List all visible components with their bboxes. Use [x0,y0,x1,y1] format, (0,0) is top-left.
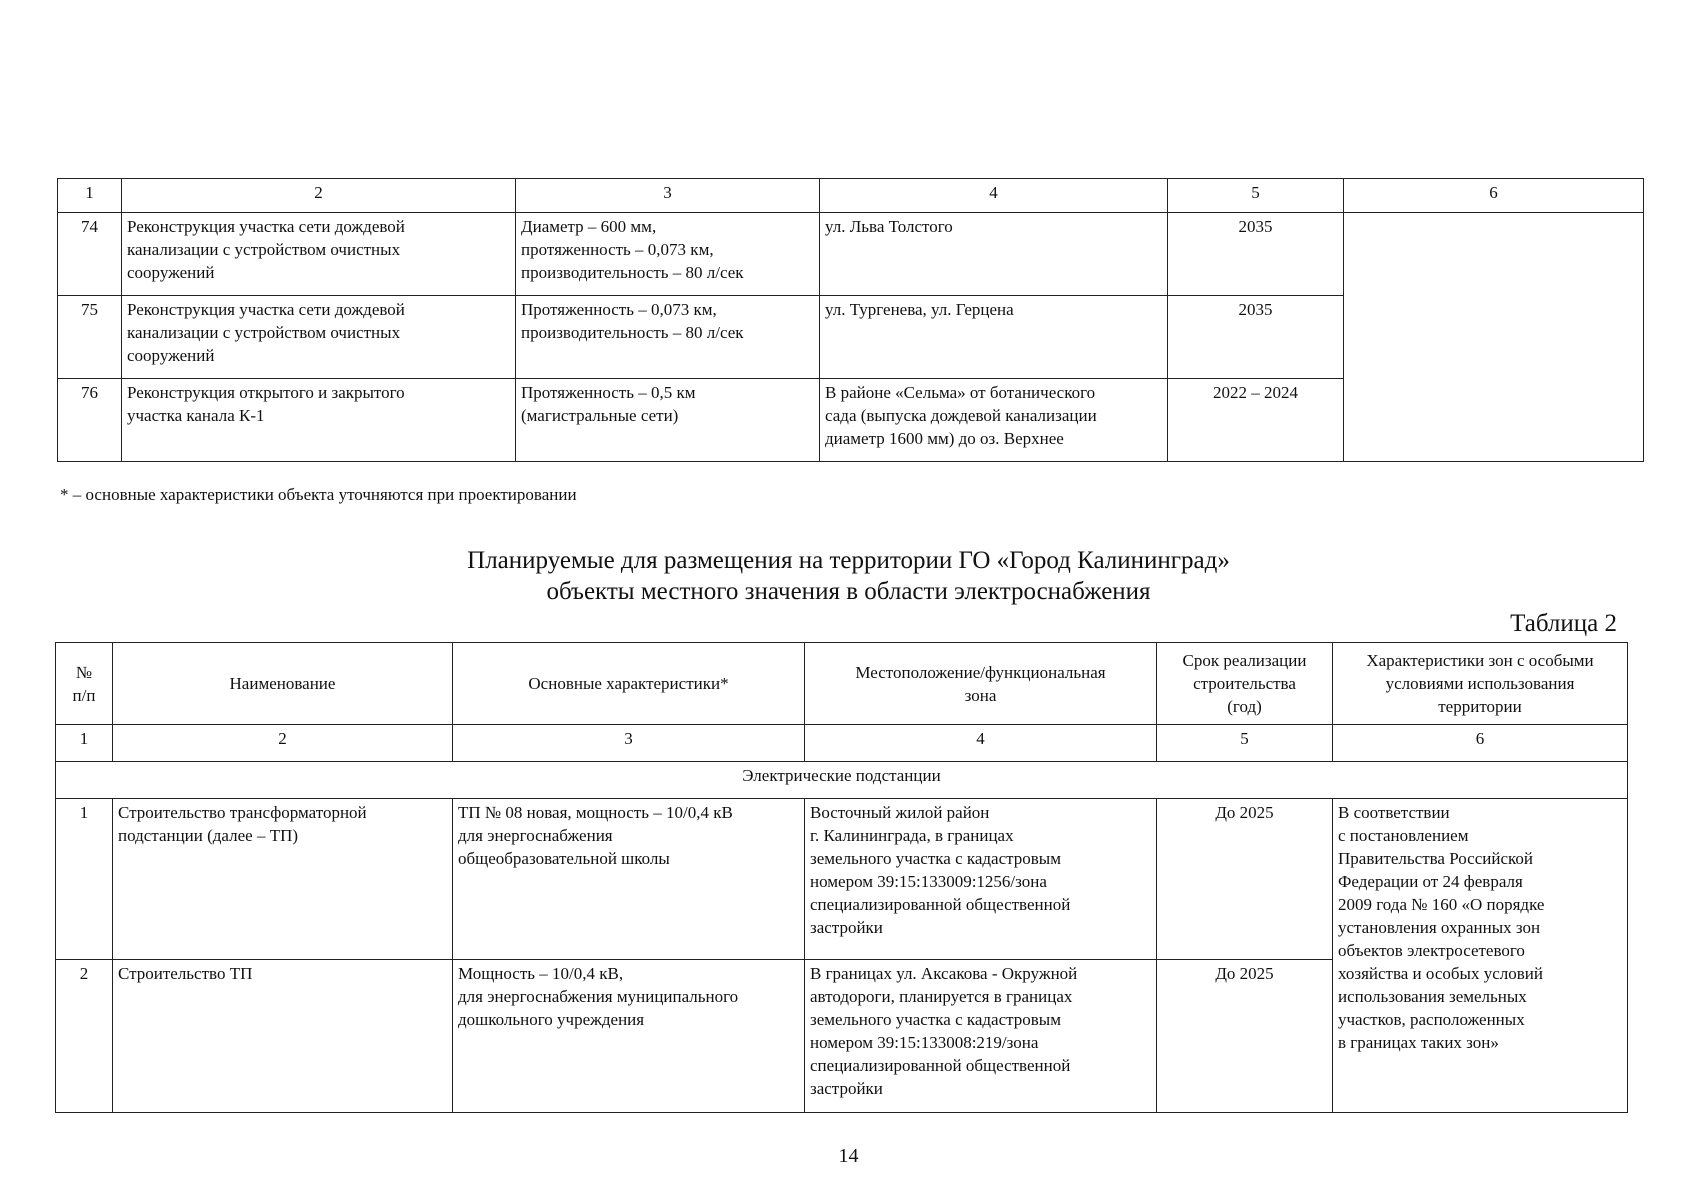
row-number: 2 [56,960,113,1113]
table-continuation [57,178,1644,462]
header-characteristics: Основные характеристики* [453,643,805,725]
object-location: Восточный жилой район г. Калининграда, в границах земельного участка с кадастровым номером 39:15:133009:1256/зона специализированной общественной застройки [805,799,1157,960]
row-number: 74 [58,213,122,296]
column-number: 6 [1344,179,1644,213]
object-characteristics: Мощность – 10/0,4 кВ, для энергоснабжения муниципального дошкольного учреждения [453,960,805,1113]
column-number: 1 [56,725,113,762]
implementation-term: До 2025 [1157,799,1333,960]
object-characteristics: Протяженность – 0,5 км (магистральные сети) [516,379,820,462]
column-number: 3 [453,725,805,762]
implementation-term: 2022 – 2024 [1168,379,1344,462]
section-title: Электрические подстанции [56,762,1628,799]
footnote: * – основные характеристики объекта уточняются при проектировании [60,485,577,504]
table-title: Планируемые для размещения на территории ГО «Город Калининград» объекты местного значения в области электроснабжения [467,547,1230,605]
header-row [56,643,1628,725]
header-name: Наименование [113,643,453,725]
column-number: 1 [58,179,122,213]
column-number: 5 [1157,725,1333,762]
object-name: Реконструкция участка сети дождевой канализации с устройством очистных сооружений [122,296,516,379]
page-number: 14 [838,1145,859,1167]
object-characteristics: Диаметр – 600 мм, протяженность – 0,073 км, производительность – 80 л/сек [516,213,820,296]
header-zones: Характеристики зон с особыми условиями использования территории [1333,643,1628,725]
column-number: 4 [820,179,1168,213]
column-number: 3 [516,179,820,213]
implementation-term: 2035 [1168,213,1344,296]
object-name: Строительство ТП [113,960,453,1113]
row-number: 76 [58,379,122,462]
section-row [56,762,1628,799]
column-number: 6 [1333,725,1628,762]
header-term: Срок реализации строительства (год) [1157,643,1333,725]
implementation-term: До 2025 [1157,960,1333,1113]
row-number: 1 [56,799,113,960]
table-row [56,799,1628,960]
column-number: 5 [1168,179,1344,213]
zones-cell-empty [1344,213,1644,462]
object-location: ул. Льва Толстого [820,213,1168,296]
zones-description: В соответствии с постановлением Правительства Российской Федерации от 24 февраля 2009 года № 160 «О порядке установления охранных зон объектов электросетевого хозяйства и особых условий использования земельных участков, расположенных в границах таких зон» [1333,799,1628,1113]
column-numbers-row [56,725,1628,762]
object-name: Реконструкция участка сети дождевой канализации с устройством очистных сооружений [122,213,516,296]
column-numbers-row [58,179,1644,213]
header-number: № п/п [56,643,113,725]
object-location: ул. Тургенева, ул. Герцена [820,296,1168,379]
table-label: Таблица 2 [1510,610,1617,637]
row-number: 75 [58,296,122,379]
table-row [58,213,1644,296]
object-characteristics: ТП № 08 новая, мощность – 10/0,4 кВ для энергоснабжения общеобразовательной школы [453,799,805,960]
object-characteristics: Протяженность – 0,073 км, производительность – 80 л/сек [516,296,820,379]
header-location: Местоположение/функциональная зона [805,643,1157,725]
object-name: Строительство трансформаторной подстанции (далее – ТП) [113,799,453,960]
column-number: 4 [805,725,1157,762]
object-location: В границах ул. Аксакова - Окружной автодороги, планируется в границах земельного участка с кадастровым номером 39:15:133008:219/зона специализированной общественной застройки [805,960,1157,1113]
column-number: 2 [122,179,516,213]
object-name: Реконструкция открытого и закрытого участка канала К-1 [122,379,516,462]
object-location: В районе «Сельма» от ботанического сада (выпуска дождевой канализации диаметр 1600 мм) до оз. Верхнее [820,379,1168,462]
column-number: 2 [113,725,453,762]
implementation-term: 2035 [1168,296,1344,379]
table-electricity-objects [55,642,1628,1113]
